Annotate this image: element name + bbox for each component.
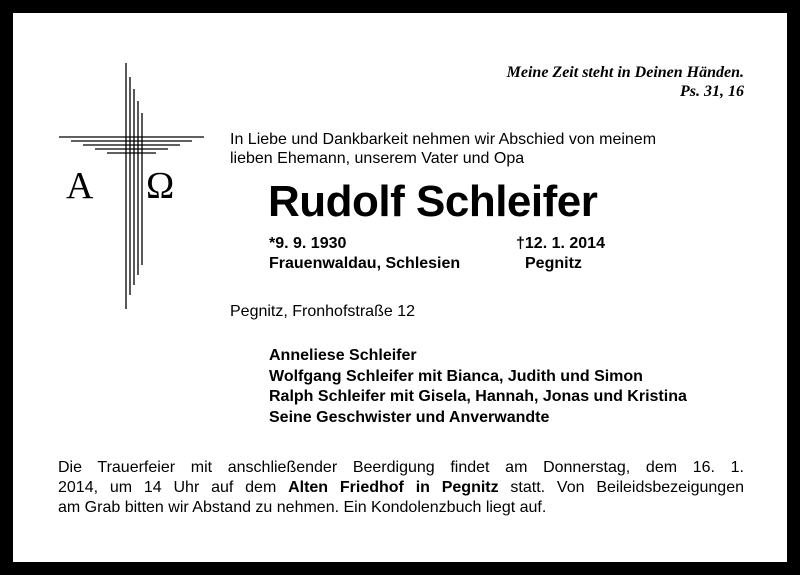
mourner-line: Anneliese Schleifer [269,347,417,364]
death-place: Pegnitz [525,255,582,272]
cemetery-name: Alten Friedhof in Pegnitz [288,479,499,496]
funeral-notice [58,458,744,518]
birth-date: *9. 9. 1930 [269,235,347,252]
intro-line-2: lieben Ehemann, unserem Vater und Opa [230,150,525,167]
intro-line-1: In Liebe und Dankbarkeit nehmen wir Abschied von meinem [230,131,657,148]
mourner-line: Seine Geschwister und Anverwandte [269,408,550,426]
verse-reference: Ps. 31, 16 [680,83,744,100]
omega-symbol: Ω [146,165,175,207]
verse-text: Meine Zeit steht in Deinen Händen. [506,64,744,81]
funeral-text: 2014, um 14 Uhr auf dem [58,479,289,496]
deceased-name: Rudolf Schleifer [268,177,598,226]
birth-place: Frauenwaldau, Schlesien [269,255,461,272]
obituary-card [13,13,787,562]
mourner-line: Ralph Schleifer mit Gisela, Hannah, Jonas und Kristina [269,388,687,405]
funeral-notice-line-1: Die Trauerfeier mit anschließender Beerdigung findet am Donnerstag, dem 16. 1. [58,459,744,476]
alpha-symbol: Α [66,165,94,207]
funeral-notice-line-3: am Grab bitten wir Abstand zu nehmen. Ein Kondolenzbuch liegt auf. [58,499,547,516]
mourners-list [269,346,687,428]
funeral-text: statt. Von Beileidsbezeigungen [498,479,744,496]
death-date: †12. 1. 2014 [516,235,605,252]
funeral-notice-line-2 [58,478,744,498]
residence-address: Pegnitz, Fronhofstraße 12 [230,303,415,320]
mourner-line: Wolfgang Schleifer mit Bianca, Judith und Simon [269,367,643,385]
